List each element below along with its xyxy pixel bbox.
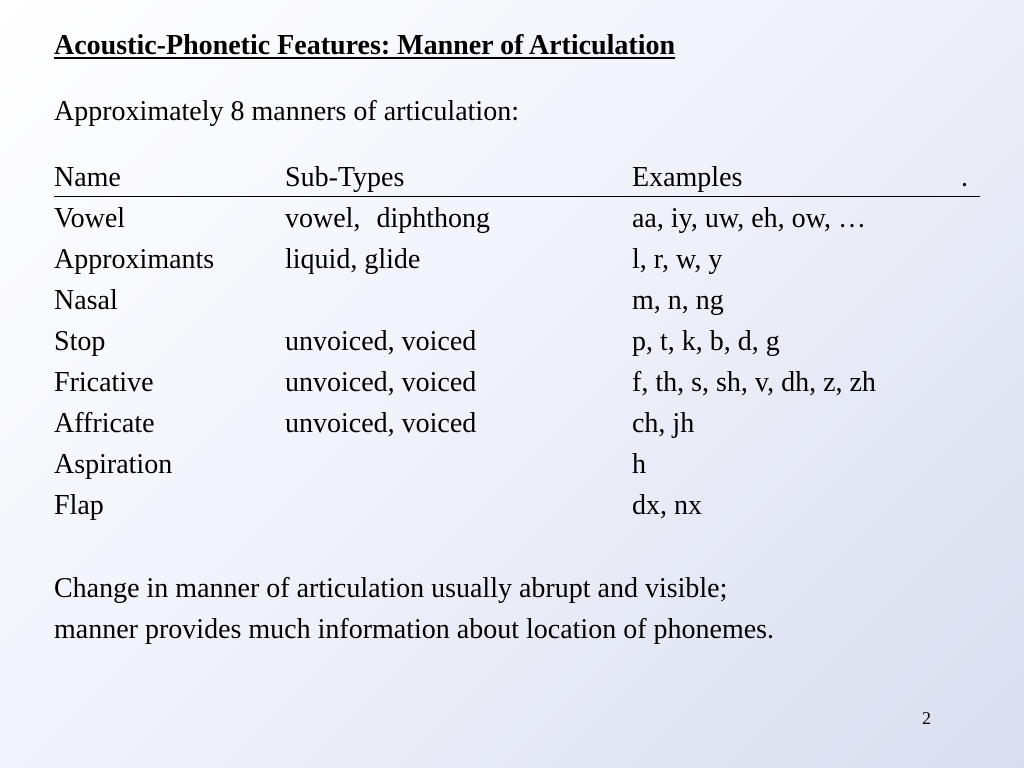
row-name: Affricate	[54, 408, 155, 439]
row-examples: h	[632, 449, 646, 480]
table-header-row	[54, 160, 980, 197]
row-subtypes: unvoiced, voiced	[285, 408, 477, 439]
row-subtype-a: vowel,	[285, 203, 361, 234]
slide-title: Acoustic-Phonetic Features: Manner of Articulation	[54, 30, 676, 61]
row-examples: l, r, w, y	[632, 244, 723, 275]
closing-paragraph	[54, 568, 774, 650]
row-name: Flap	[54, 490, 104, 521]
row-examples: dx, nx	[632, 490, 702, 521]
intro-text: Approximately 8 manners of articulation:	[54, 96, 519, 127]
table-row	[54, 324, 980, 365]
page-number: 2	[922, 708, 931, 728]
row-subtypes: liquid, glide	[285, 244, 421, 275]
row-name: Fricative	[54, 367, 154, 398]
manner-table	[54, 160, 980, 529]
row-examples: m, n, ng	[632, 285, 724, 316]
row-name: Stop	[54, 326, 106, 357]
row-name: Aspiration	[54, 449, 173, 480]
table-row	[54, 488, 980, 529]
table-row	[54, 242, 980, 283]
row-examples: f, th, s, sh, v, dh, z, zh	[632, 367, 876, 398]
header-trailing-dot: .	[961, 162, 968, 193]
row-examples: aa, iy, uw, eh, ow, …	[632, 203, 867, 234]
row-subtypes	[285, 201, 490, 237]
header-examples: Examples	[632, 162, 743, 193]
row-subtypes: unvoiced, voiced	[285, 367, 477, 398]
row-examples: ch, jh	[632, 408, 695, 439]
table-row	[54, 447, 980, 488]
header-name: Name	[54, 162, 121, 193]
row-name: Vowel	[54, 203, 126, 234]
header-subtypes: Sub-Types	[285, 162, 405, 193]
row-subtype-b: diphthong	[376, 203, 490, 234]
closing-line-2: manner provides much information about location of phonemes.	[54, 614, 775, 645]
row-examples: p, t, k, b, d, g	[632, 326, 780, 357]
row-subtypes: unvoiced, voiced	[285, 326, 477, 357]
table-row	[54, 283, 980, 324]
table-row	[54, 201, 980, 242]
table-row	[54, 365, 980, 406]
row-name: Approximants	[54, 244, 215, 275]
table-row	[54, 406, 980, 447]
closing-line-1: Change in manner of articulation usually abrupt and visible;	[54, 573, 728, 604]
row-name: Nasal	[54, 285, 118, 316]
